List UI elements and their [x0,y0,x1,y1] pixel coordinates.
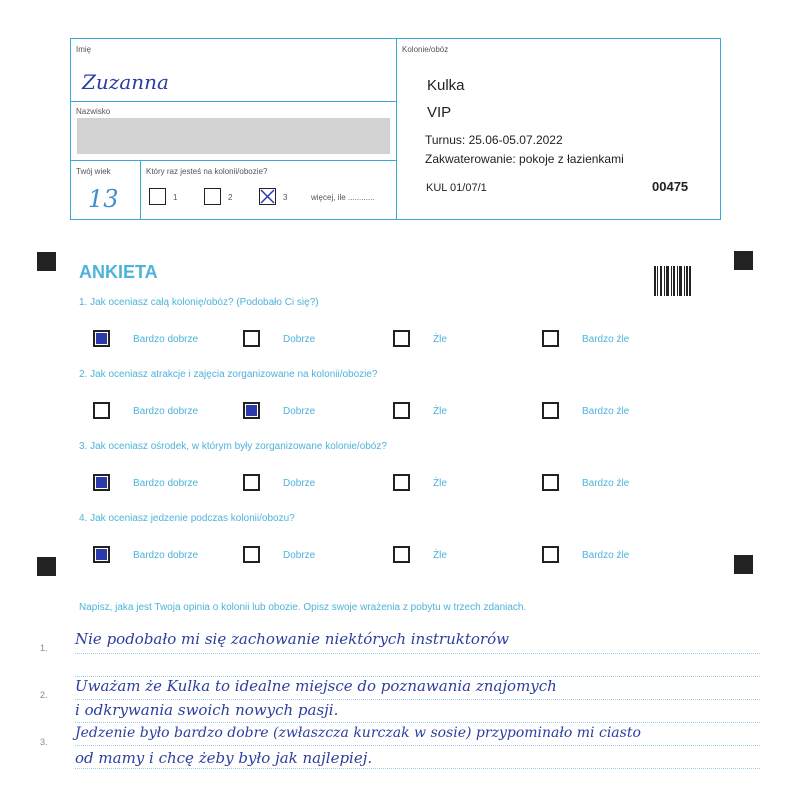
attendance-option-2: 2 [228,193,233,202]
line-number: 2. [40,690,48,700]
writing-line [75,722,760,723]
survey-title: ANKIETA [79,262,158,282]
camp-name: Kulka [427,77,465,94]
attendance-checkbox-3[interactable] [259,188,276,205]
opinion-sentence-1[interactable]: Nie podobało mi się zachowanie niektórych instruktorów [75,630,509,648]
rating-checkbox[interactable] [393,402,410,419]
rating-option-label: Bardzo źle [582,334,630,345]
rating-option-label: Źle [433,334,447,345]
rating-checkbox[interactable] [243,402,260,419]
rating-option-label: Bardzo źle [582,550,630,561]
rating-option-label: Bardzo źle [582,478,630,489]
registration-mark [37,252,56,271]
rating-option-label: Dobrze [283,478,316,489]
question-text: 2. Jak oceniasz atrakcje i zajęcia zorganizowane na kolonii/obozie? [79,369,378,380]
writing-line [75,768,760,769]
divider [70,160,397,161]
barcode-icon [654,266,691,296]
opinion-sentence-3b[interactable]: od mamy i chcę żeby było jak najlepiej. [75,749,373,767]
rating-option-label: Dobrze [283,550,316,561]
camp-turnus: Turnus: 25.06-05.07.2022 [425,133,563,147]
rating-checkbox[interactable] [243,546,260,563]
rating-option-label: Bardzo dobrze [133,334,199,345]
question-text: 4. Jak oceniasz jedzenie podczas kolonii/obozu? [79,513,295,524]
registration-mark [37,557,56,576]
rating-option-label: Bardzo dobrze [133,406,199,417]
rating-option-label: Dobrze [283,334,316,345]
attendance-checkbox-1[interactable] [149,188,166,205]
rating-checkbox[interactable] [243,474,260,491]
form-number: 00475 [652,179,689,194]
attendance-checkbox-2[interactable] [204,188,221,205]
rating-option-label: Bardzo dobrze [133,550,199,561]
rating-checkbox[interactable] [542,546,559,563]
line-number: 3. [40,737,48,747]
last-name-redacted [77,118,390,154]
rating-option-label: Dobrze [283,406,316,417]
rating-checkbox[interactable] [93,330,110,347]
question-text: 1. Jak oceniasz całą kolonię/obóz? (Podobało Ci się?) [79,297,319,308]
age-value[interactable]: 13 [88,185,119,213]
attendance-label: Który raz jesteś na kolonii/obozie? [146,167,268,176]
rating-checkbox[interactable] [243,330,260,347]
attendance-option-1: 1 [173,193,178,202]
registration-mark [734,251,753,270]
divider [140,160,141,219]
check-mark-icon [260,189,275,204]
rating-option-label: Bardzo dobrze [133,478,199,489]
registration-mark [734,555,753,574]
rating-checkbox[interactable] [393,546,410,563]
opinion-sentence-2a[interactable]: Uważam że Kulka to idealne miejsce do poznawania znajomych [75,677,557,695]
rating-option-label: Źle [433,478,447,489]
attendance-option-3: 3 [283,193,288,202]
rating-checkbox[interactable] [93,546,110,563]
divider [70,101,397,102]
writing-line [75,653,760,654]
rating-checkbox[interactable] [542,330,559,347]
rating-checkbox[interactable] [393,330,410,347]
age-label: Twój wiek [76,167,111,176]
attendance-more: więcej, ile ............ [311,193,375,202]
rating-checkbox[interactable] [542,402,559,419]
camp-label: Kolonie/obóz [402,45,449,54]
rating-checkbox[interactable] [393,474,410,491]
question-text: 3. Jak oceniasz ośrodek, w którym były zorganizowane kolonie/obóz? [79,441,387,452]
opinion-sentence-2b[interactable]: i odkrywania swoich nowych pasji. [75,701,339,719]
rating-checkbox[interactable] [93,402,110,419]
rating-option-label: Bardzo źle [582,406,630,417]
last-name-label: Nazwisko [76,107,111,116]
writing-line [75,745,760,746]
opinion-instruction: Napisz, jaka jest Twoja opinia o kolonii lub obozie. Opisz swoje wrażenia z pobytu w trzech zdaniach. [79,602,527,613]
camp-accommodation: Zakwaterowanie: pokoje z łazienkami [425,152,624,166]
first-name-label: Imię [76,45,92,54]
rating-option-label: Źle [433,406,447,417]
line-number: 1. [40,643,48,653]
writing-line [75,699,760,700]
rating-option-label: Źle [433,550,447,561]
rating-checkbox[interactable] [93,474,110,491]
opinion-sentence-3a[interactable]: Jedzenie było bardzo dobre (zwłaszcza kurczak w sosie) przypominało mi ciasto [75,725,641,741]
camp-code: KUL 01/07/1 [426,182,487,194]
first-name-value[interactable]: Zuzanna [82,70,169,94]
rating-checkbox[interactable] [542,474,559,491]
camp-package: VIP [427,104,452,121]
